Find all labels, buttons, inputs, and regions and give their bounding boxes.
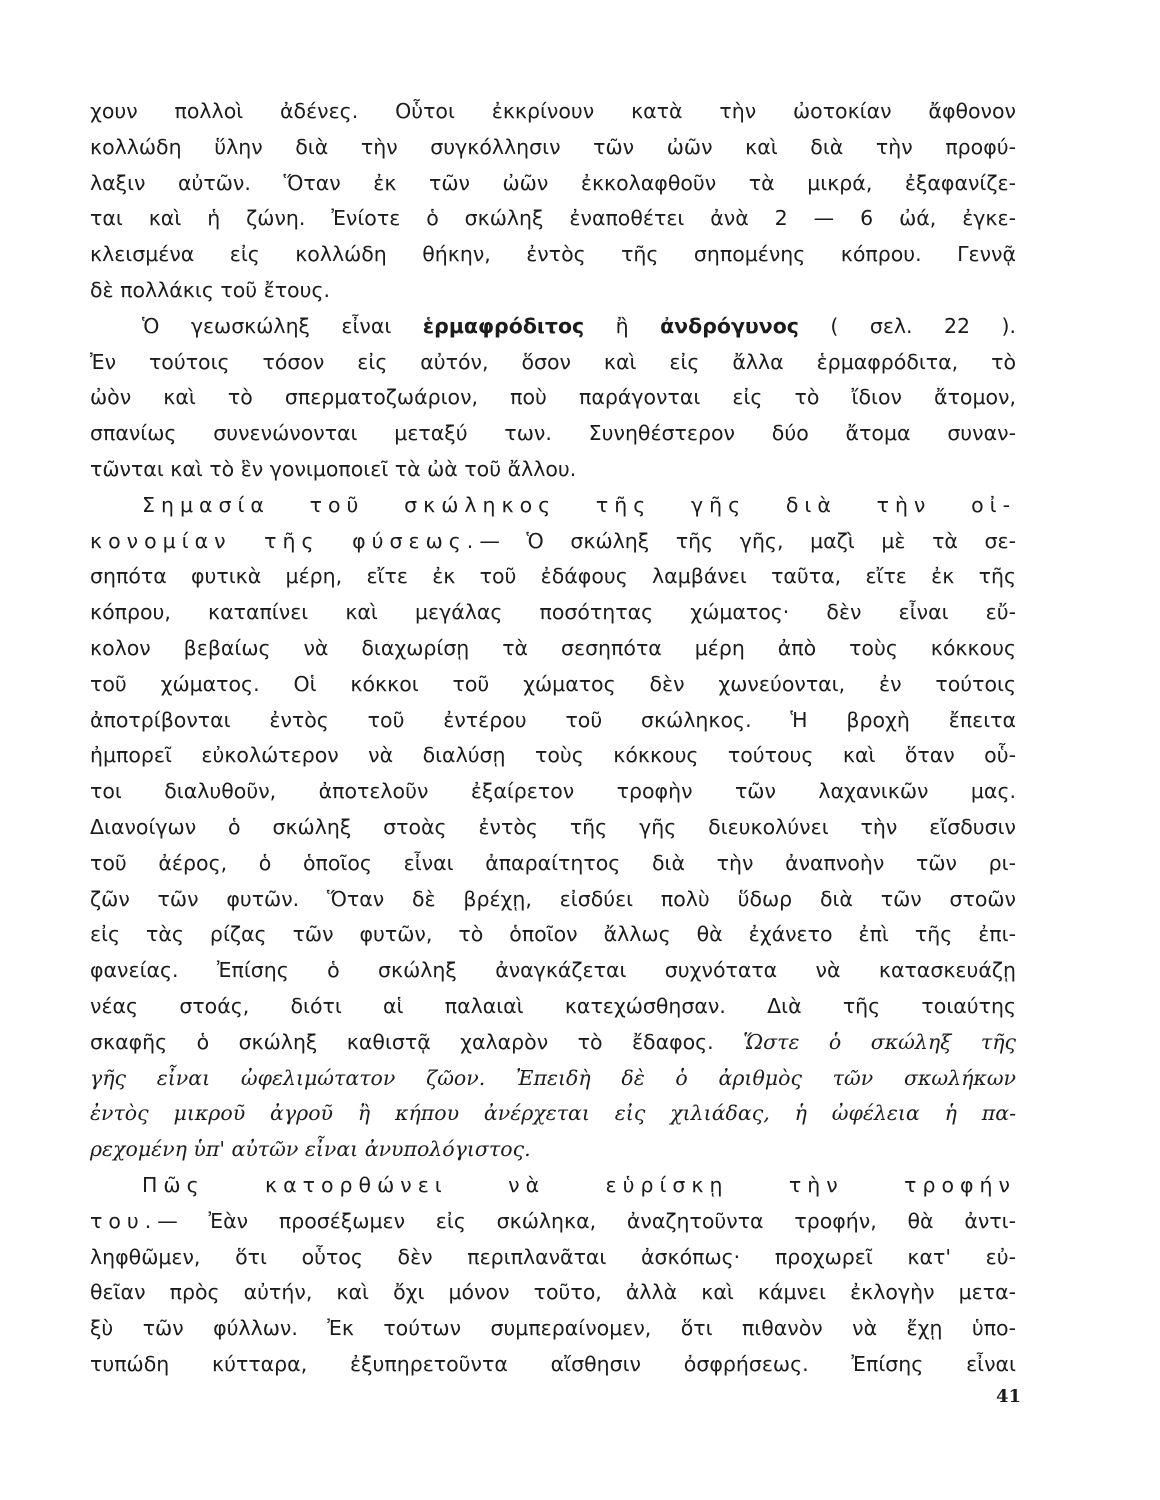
text-line: Ἐν τούτοις τόσον εἰς αὐτόν, ὅσον καὶ εἰς ἄλλα ἑρμαφρόδιτα, τὸ	[90, 349, 1016, 374]
text-run: — Ὁ σκώληξ τῆς γῆς, μαζὶ μὲ τὰ σε-	[479, 528, 1016, 553]
section-heading: Σημασία τοῦ σκώληκος τῆς γῆς διὰ τὴν οἰ-	[142, 492, 1016, 517]
text-line: ἀποτρίβονται ἐντὸς τοῦ ἐντέρου τοῦ σκώληκος. Ἡ βροχὴ ἔπειτα	[90, 707, 1016, 732]
text-line: ται καὶ ἡ ζώνη. Ἐνίοτε ὁ σκώληξ ἐναποθέτει ἀνὰ 2 — 6 ὠά, ἐγκε-	[90, 206, 1016, 231]
text-line: τῶνται καὶ τὸ ἓν γονιμοποιεῖ τὰ ὠὰ τοῦ ἄλλου.	[90, 456, 577, 481]
italic-line: ἐντὸς μικροῦ ἀγροῦ ἢ κήπου ἀνέρχεται εἰς χιλιάδας, ἡ ὠφέλεια ἡ πα-	[90, 1101, 1016, 1126]
body-text	[90, 94, 1016, 1383]
page-number: 41	[996, 1386, 1022, 1407]
italic-line: γῆς εἶναι ὠφελιμώτατον ζῶον. Ἐπειδὴ δὲ ὁ ἀριθμὸς τῶν σκωλήκων	[90, 1065, 1016, 1090]
bold-term-androgynous: ἀνδρόγυνος	[660, 313, 799, 338]
text-line: ξὺ τῶν φύλλων. Ἐκ τούτων συμπεραίνομεν, ὅτι πιθανὸν νὰ ἔχῃ ὑπο-	[90, 1316, 1016, 1341]
text-line	[90, 309, 1016, 345]
text-line: εἰς τὰς ρίζας τῶν φυτῶν, τὸ ὁποῖον ἄλλως θὰ ἐχάνετο ἐπὶ τῆς ἐπι-	[90, 922, 1016, 947]
text-line: ληφθῶμεν, ὅτι οὗτος δὲν περιπλανᾶται ἀσκόπως· προχωρεῖ κατ' εὐ-	[90, 1244, 1016, 1269]
text-run: ( σελ. 22 ).	[798, 313, 1016, 338]
section-heading-end: κονομίαν τῆς φύσεως.	[90, 528, 480, 553]
text-line	[90, 524, 1016, 560]
italic-line: ρεχομένη ὑπ' αὐτῶν εἶναι ἀνυπολόγιστος.	[90, 1137, 531, 1162]
section-heading: Πῶς κατορθώνει νὰ εὑρίσκῃ τὴν τροφήν	[142, 1172, 1016, 1197]
text-line: θεῖαν πρὸς αὐτήν, καὶ ὄχι μόνον τοῦτο, ἀλλὰ καὶ κάμνει ἐκλογὴν μετα-	[90, 1280, 1016, 1305]
text-line: τοι διαλυθοῦν, ἀποτελοῦν ἐξαίρετον τροφὴν τῶν λαχανικῶν μας.	[90, 779, 1016, 804]
text-line: σηπότα φυτικὰ μέρη, εἴτε ἐκ τοῦ ἐδάφους λαμβάνει ταῦτα, εἴτε ἐκ τῆς	[90, 564, 1016, 589]
text-line: Διανοίγων ὁ σκώληξ στοὰς ἐντὸς τῆς γῆς διευκολύνει τὴν εἴσδυσιν	[90, 814, 1016, 839]
text-line: τοῦ ἀέρος, ὁ ὁποῖος εἶναι ἀπαραίτητος διὰ τὴν ἀναπνοὴν τῶν ρι-	[90, 850, 1016, 875]
text-line: κλεισμένα εἰς κολλώδη θήκην, ἐντὸς τῆς σηπομένης κόπρου. Γεννᾷ	[90, 242, 1016, 267]
text-line: χουν πολλοὶ ἀδένες. Οὗτοι ἐκκρίνουν κατὰ τὴν ὠοτοκίαν ἄφθονον	[90, 99, 1016, 123]
text-line: τυπώδη κύτταρα, ἐξυπηρετοῦντα αἴσθησιν ὀσφρήσεως. Ἐπίσης εἶναι	[90, 1351, 1016, 1376]
text-line: κολλώδη ὕλην διὰ τὴν συγκόλλησιν τῶν ὠῶν καὶ διὰ τὴν προφύ-	[90, 134, 1016, 159]
text-line	[90, 1025, 1016, 1061]
bold-term-hermaphrodite: ἑρμαφρόδιτος	[422, 313, 585, 338]
text-line: κολον βεβαίως νὰ διαχωρίσῃ τὰ σεσηπότα μέρη ἀπὸ τοὺς κόκκους	[90, 635, 1016, 660]
text-line: νέας στοάς, διότι αἱ παλαιαὶ κατεχώσθησαν. Διὰ τῆς τοιαύτης	[90, 993, 1016, 1018]
text-line: ἠμπορεῖ εὐκολώτερον νὰ διαλύσῃ τοὺς κόκκους τούτους καὶ ὅταν οὗ-	[90, 743, 1016, 768]
text-run: Ὁ γεωσκώληξ εἶναι	[142, 313, 423, 338]
text-line: κόπρου, καταπίνει καὶ μεγάλας ποσότητας χώματος· δὲν εἶναι εὔ-	[90, 600, 1016, 625]
text-line: ὠὸν καὶ τὸ σπερματοζωάριον, ποὺ παράγονται εἰς τὸ ἴδιον ἄτομον,	[90, 385, 1016, 410]
text-line: φανείας. Ἐπίσης ὁ σκώληξ ἀναγκάζεται συχνότατα νὰ κατασκευάζῃ	[90, 958, 1016, 983]
text-line: δὲ πολλάκις τοῦ ἔτους.	[90, 277, 331, 302]
text-run: σκαφῆς ὁ σκώληξ καθιστᾷ χαλαρὸν τὸ ἔδαφος.	[90, 1029, 744, 1054]
text-run: — Ἐὰν προσέξωμεν εἰς σκώληκα, ἀναζητοῦντα τροφήν, θὰ ἀντι-	[157, 1208, 1016, 1233]
italic-run: Ὥστε ὁ σκώληξ τῆς	[743, 1029, 1016, 1054]
text-line	[90, 1204, 1016, 1240]
text-line: λαξιν αὐτῶν. Ὅταν ἐκ τῶν ὠῶν ἐκκολαφθοῦν τὰ μικρά, ἐξαφανίζε-	[90, 170, 1016, 195]
text-line: ζῶν τῶν φυτῶν. Ὅταν δὲ βρέχῃ, εἰσδύει πολὺ ὕδωρ διὰ τῶν στοῶν	[90, 886, 1016, 911]
section-heading-end: του.	[90, 1208, 158, 1233]
text-run: ἢ	[584, 313, 661, 338]
text-line: σπανίως συνενώνονται μεταξύ των. Συνηθέστερον δύο ἄτομα συναν-	[90, 421, 1016, 446]
text-line: τοῦ χώματος. Οἱ κόκκοι τοῦ χώματος δὲν χωνεύονται, ἐν τούτοις	[90, 671, 1016, 696]
